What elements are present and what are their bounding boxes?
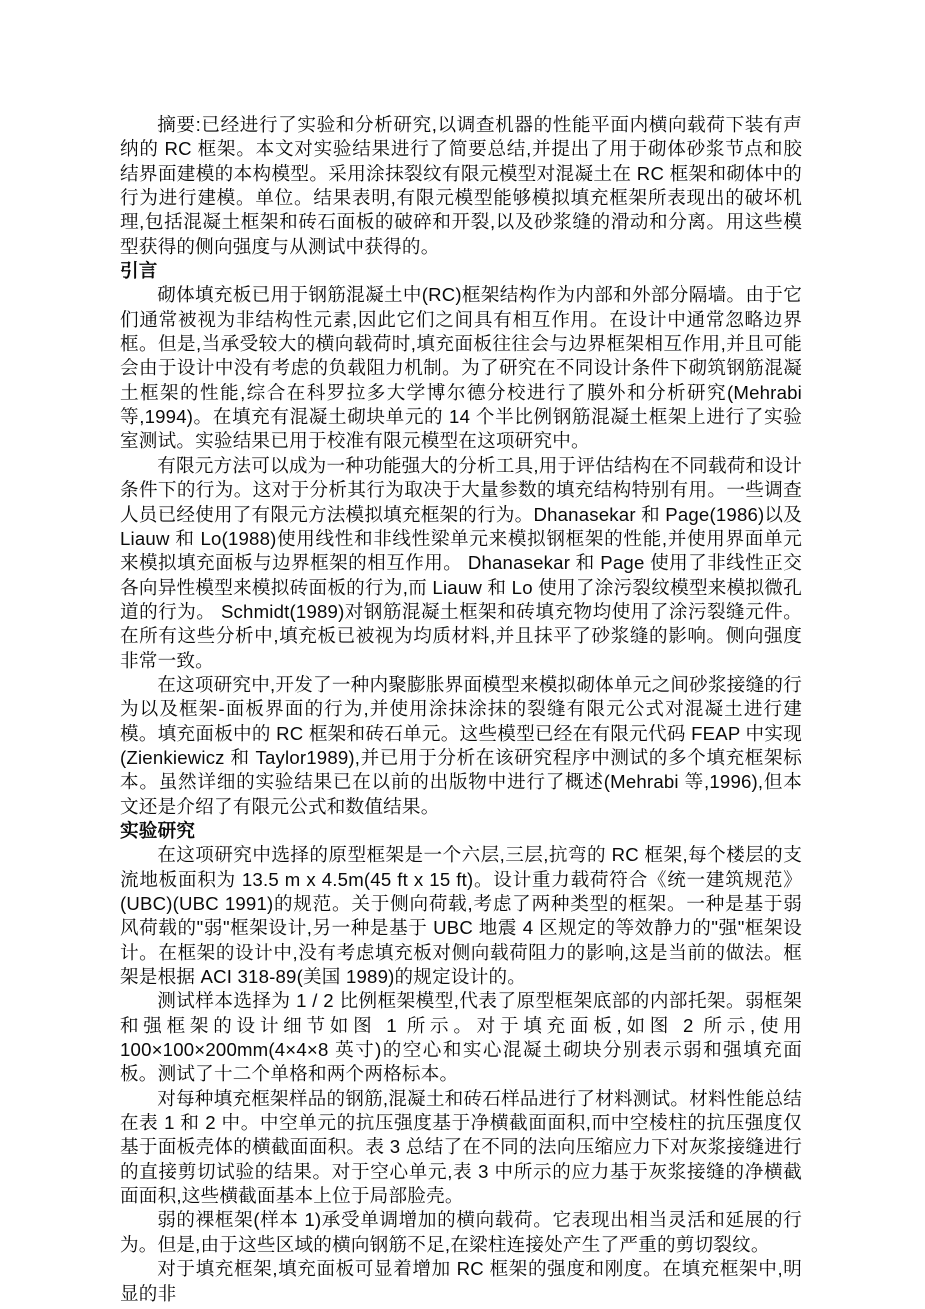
paragraph-weak-bare-frame: 弱的裸框架(样本 1)承受单调增加的横向载荷。它表现出相当灵活和延展的行为。但是,由于这些区域的横向钢筋不足,在梁柱连接处产生了严重的剪切裂纹。 — [120, 1209, 802, 1255]
paragraph-infill-background: 砌体填充板已用于钢筋混凝土中(RC)框架结构作为内部和外部分隔墙。由于它们通常被视为非结构性元素,因此它们之间具有相互作用。在设计中通常忽略边界框。但是,当承受较大的横向载荷时,填充面板往往会与边界框架相互作用,并且可能会由于设计中没有考虑的负载阻力机制。为了研究在不同设计条件下砌筑钢筋混凝土框架的性能,综合在科罗拉多大学博尔德分校进行了膜外和分析研究(Mehrabi 等,1994)。在填充有混凝土砌块单元的 14 个半比例钢筋混凝土框架上进行了实验室测试。实验结果已用于校准有限元模型在这项研究中。 — [120, 284, 802, 452]
paragraph-test-specimens: 测试样本选择为 1 / 2 比例框架模型,代表了原型框架底部的内部托架。弱框架和强框架的设计细节如图 1 所示。对于填充面板,如图 2 所示,使用 100×100×200mm(4×4×8 英寸)的空心和实心混凝土砌块分别表示弱和强填充面板。测试了十二个单格和两个两格标本。 — [120, 990, 802, 1085]
abstract-paragraph: 摘要:已经进行了实验和分析研究,以调查机器的性能平面内横向载荷下装有声纳的 RC 框架。本文对实验结果进行了简要总结,并提出了用于砌体砂浆节点和胶结界面建模的本构模型。采用涂抹裂纹有限元模型对混凝土在 RC 框架和砌体中的行为进行建模。单位。结果表明,有限元模型能够模拟填充框架所表现出的破坏机理,包括混凝土框架和砖石面板的破碎和开裂,以及砂浆缝的滑动和分离。用这些模型获得的侧向强度与从测试中获得的。 — [120, 114, 802, 257]
paragraph-material-tests: 对每种填充框架样品的钢筋,混凝土和砖石样品进行了材料测试。材料性能总结在表 1 和 2 中。中空单元的抗压强度基于净横截面面积,而中空棱柱的抗压强度仅基于面板壳体的横截面面积。表 3 总结了在不同的法向压缩应力下对灰浆接缝进行的直接剪切试验的结果。对于空心单元,表 3 中所示的应力基于灰浆接缝的净横截面面积,这些横截面基本上位于局部脸壳。 — [120, 1087, 802, 1207]
paragraph-infilled-frames: 对于填充框架,填充面板可显着增加 RC 框架的强度和刚度。在填充框架中,明显的非 — [120, 1258, 802, 1304]
section-heading-introduction: 引言 — [120, 260, 158, 282]
section-heading-experimental-study: 实验研究 — [120, 819, 196, 841]
paragraph-finite-element-review: 有限元方法可以成为一种功能强大的分析工具,用于评估结构在不同载荷和设计条件下的行为。这对于分析其行为取决于大量参数的填充结构特别有用。一些调查人员已经使用了有限元方法模拟填充框架的行为。Dhanasekar 和 Page(1986)以及 Liauw 和 Lo(1988)使用线性和非线性梁单元来模拟钢框架的性能,并使用界面单元来模拟填充面板与边界框架的相互作用。 Dhanasekar 和 Page 使用了非线性正交各向异性模型来模拟砖面板的行为,而 Liauw 和 Lo 使用了涂污裂纹模型来模拟微孔道的行为。 Schmidt(1989)对钢筋混凝土框架和砖填充物均使用了涂污裂缝元件。在所有这些分析中,填充板已被视为均质材料,并且抹平了砂浆缝的影响。侧向强度非常一致。 — [120, 454, 803, 671]
paragraph-prototype-frame: 在这项研究中选择的原型框架是一个六层,三层,抗弯的 RC 框架,每个楼层的支流地板面积为 13.5 m x 4.5m(45 ft x 15 ft)。设计重力载荷符合《统一建筑规范》(UBC)(UBC 1991)的规范。关于侧向荷载,考虑了两种类型的框架。一种是基于弱风荷载的"弱"框架设计,另一种是基于 UBC 地震 4 区规定的等效静力的"强"框架设计。在框架的设计中,没有考虑填充板对侧向载荷阻力的影响,这是当前的做法。框架是根据 ACI 318-89(美国 1989)的规定设计的。 — [120, 844, 802, 988]
paragraph-study-models: 在这项研究中,开发了一种内聚膨胀界面模型来模拟砌体单元之间砂浆接缝的行为以及框架-面板界面的行为,并使用涂抹涂抹的裂缝有限元公式对混凝土进行建模。填充面板中的 RC 框架和砖石单元。这些模型已经在有限元代码 FEAP 中实现(Zienkiewicz 和 Taylor1989),并已用于分析在该研究程序中测试的多个填充框架标本。虽然详细的实验结果已在以前的出版物中进行了概述(Mehrabi 等,1996),但本文还是介绍了有限元公式和数值结果。 — [120, 673, 802, 817]
